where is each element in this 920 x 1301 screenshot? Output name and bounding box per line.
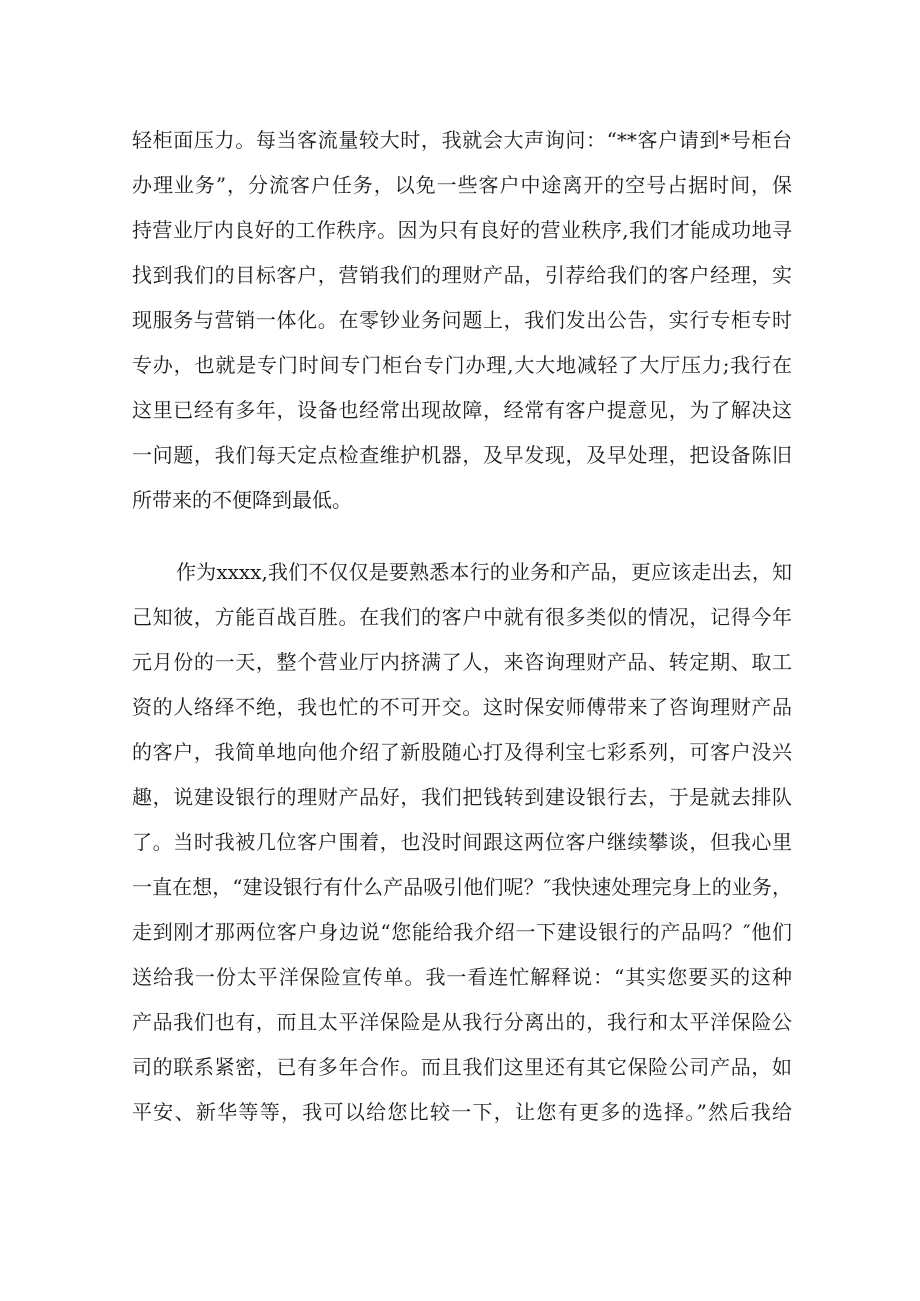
paragraph-2-line: 作为xxxx,我们不仅仅是要熟悉本行的业务和产品，更应该走出去，知	[176, 560, 792, 584]
paragraph-1-line: 轻柜面压力。每当客流量较大时，我就会大声询问：“**客户请到*号柜台	[132, 128, 792, 152]
paragraph-2-line: 一直在想，“建设银行有什么产品吸引他们呢？″我快速处理完身上的业务，	[132, 875, 792, 899]
paragraph-2	[132, 550, 792, 1135]
paragraph-1-line: 所带来的不便降到最低。	[132, 488, 352, 512]
paragraph-2-line: 司的联系紧密，已有多年合作。而且我们这里还有其它保险公司产品，如	[132, 1055, 792, 1079]
paragraph-2-line: 的客户，我简单地向他介绍了新股随心打及得利宝七彩系列，可客户没兴	[132, 740, 792, 764]
paragraph-1-line: 这里已经有多年，设备也经常出现故障，经常有客户提意见，为了解决这	[132, 398, 792, 422]
paragraph-1-line: 一问题，我们每天定点检查维护机器，及早发现，及早处理，把设备陈旧	[132, 443, 792, 467]
paragraph-2-line: 元月份的一天，整个营业厅内挤满了人，来咨询理财产品、转定期、取工	[132, 650, 792, 674]
paragraph-2-line: 送给我一份太平洋保险宣传单。我一看连忙解释说：“其实您要买的这种	[132, 965, 792, 989]
paragraph-2-line: 产品我们也有，而且太平洋保险是从我行分离出的，我行和太平洋保险公	[132, 1010, 792, 1034]
paragraph-2-line: 资的人络绎不绝，我也忙的不可开交。这时保安师傅带来了咨询理财产品	[132, 695, 792, 719]
paragraph-2-line: 平安、新华等等，我可以给您比较一下，让您有更多的选择。”然后我给	[132, 1100, 792, 1124]
paragraph-1-line: 专办，也就是专门时间专门柜台专门办理,大大地减轻了大厅压力;我行在	[132, 353, 792, 377]
paragraph-1	[132, 118, 792, 523]
paragraph-2-line: 己知彼，方能百战百胜。在我们的客户中就有很多类似的情况，记得今年	[132, 605, 792, 629]
paragraph-2-line: 了。当时我被几位客户围着，也没时间跟这两位客户继续攀谈，但我心里	[132, 830, 792, 854]
paragraph-1-line: 持营业厅内良好的工作秩序。因为只有良好的营业秩序,我们才能成功地寻	[132, 218, 792, 242]
paragraph-1-line: 办理业务”，分流客户任务，以免一些客户中途离开的空号占据时间，保	[132, 173, 792, 197]
paragraph-2-line: 趣，说建设银行的理财产品好，我们把钱转到建设银行去，于是就去排队	[132, 785, 792, 809]
paragraph-1-line: 现服务与营销一体化。在零钞业务问题上，我们发出公告，实行专柜专时	[132, 308, 792, 332]
paragraph-1-line: 找到我们的目标客户，营销我们的理财产品，引荐给我们的客户经理，实	[132, 263, 792, 287]
paragraph-2-line: 走到刚才那两位客户身边说“您能给我介绍一下建设银行的产品吗？″他们	[132, 920, 792, 944]
